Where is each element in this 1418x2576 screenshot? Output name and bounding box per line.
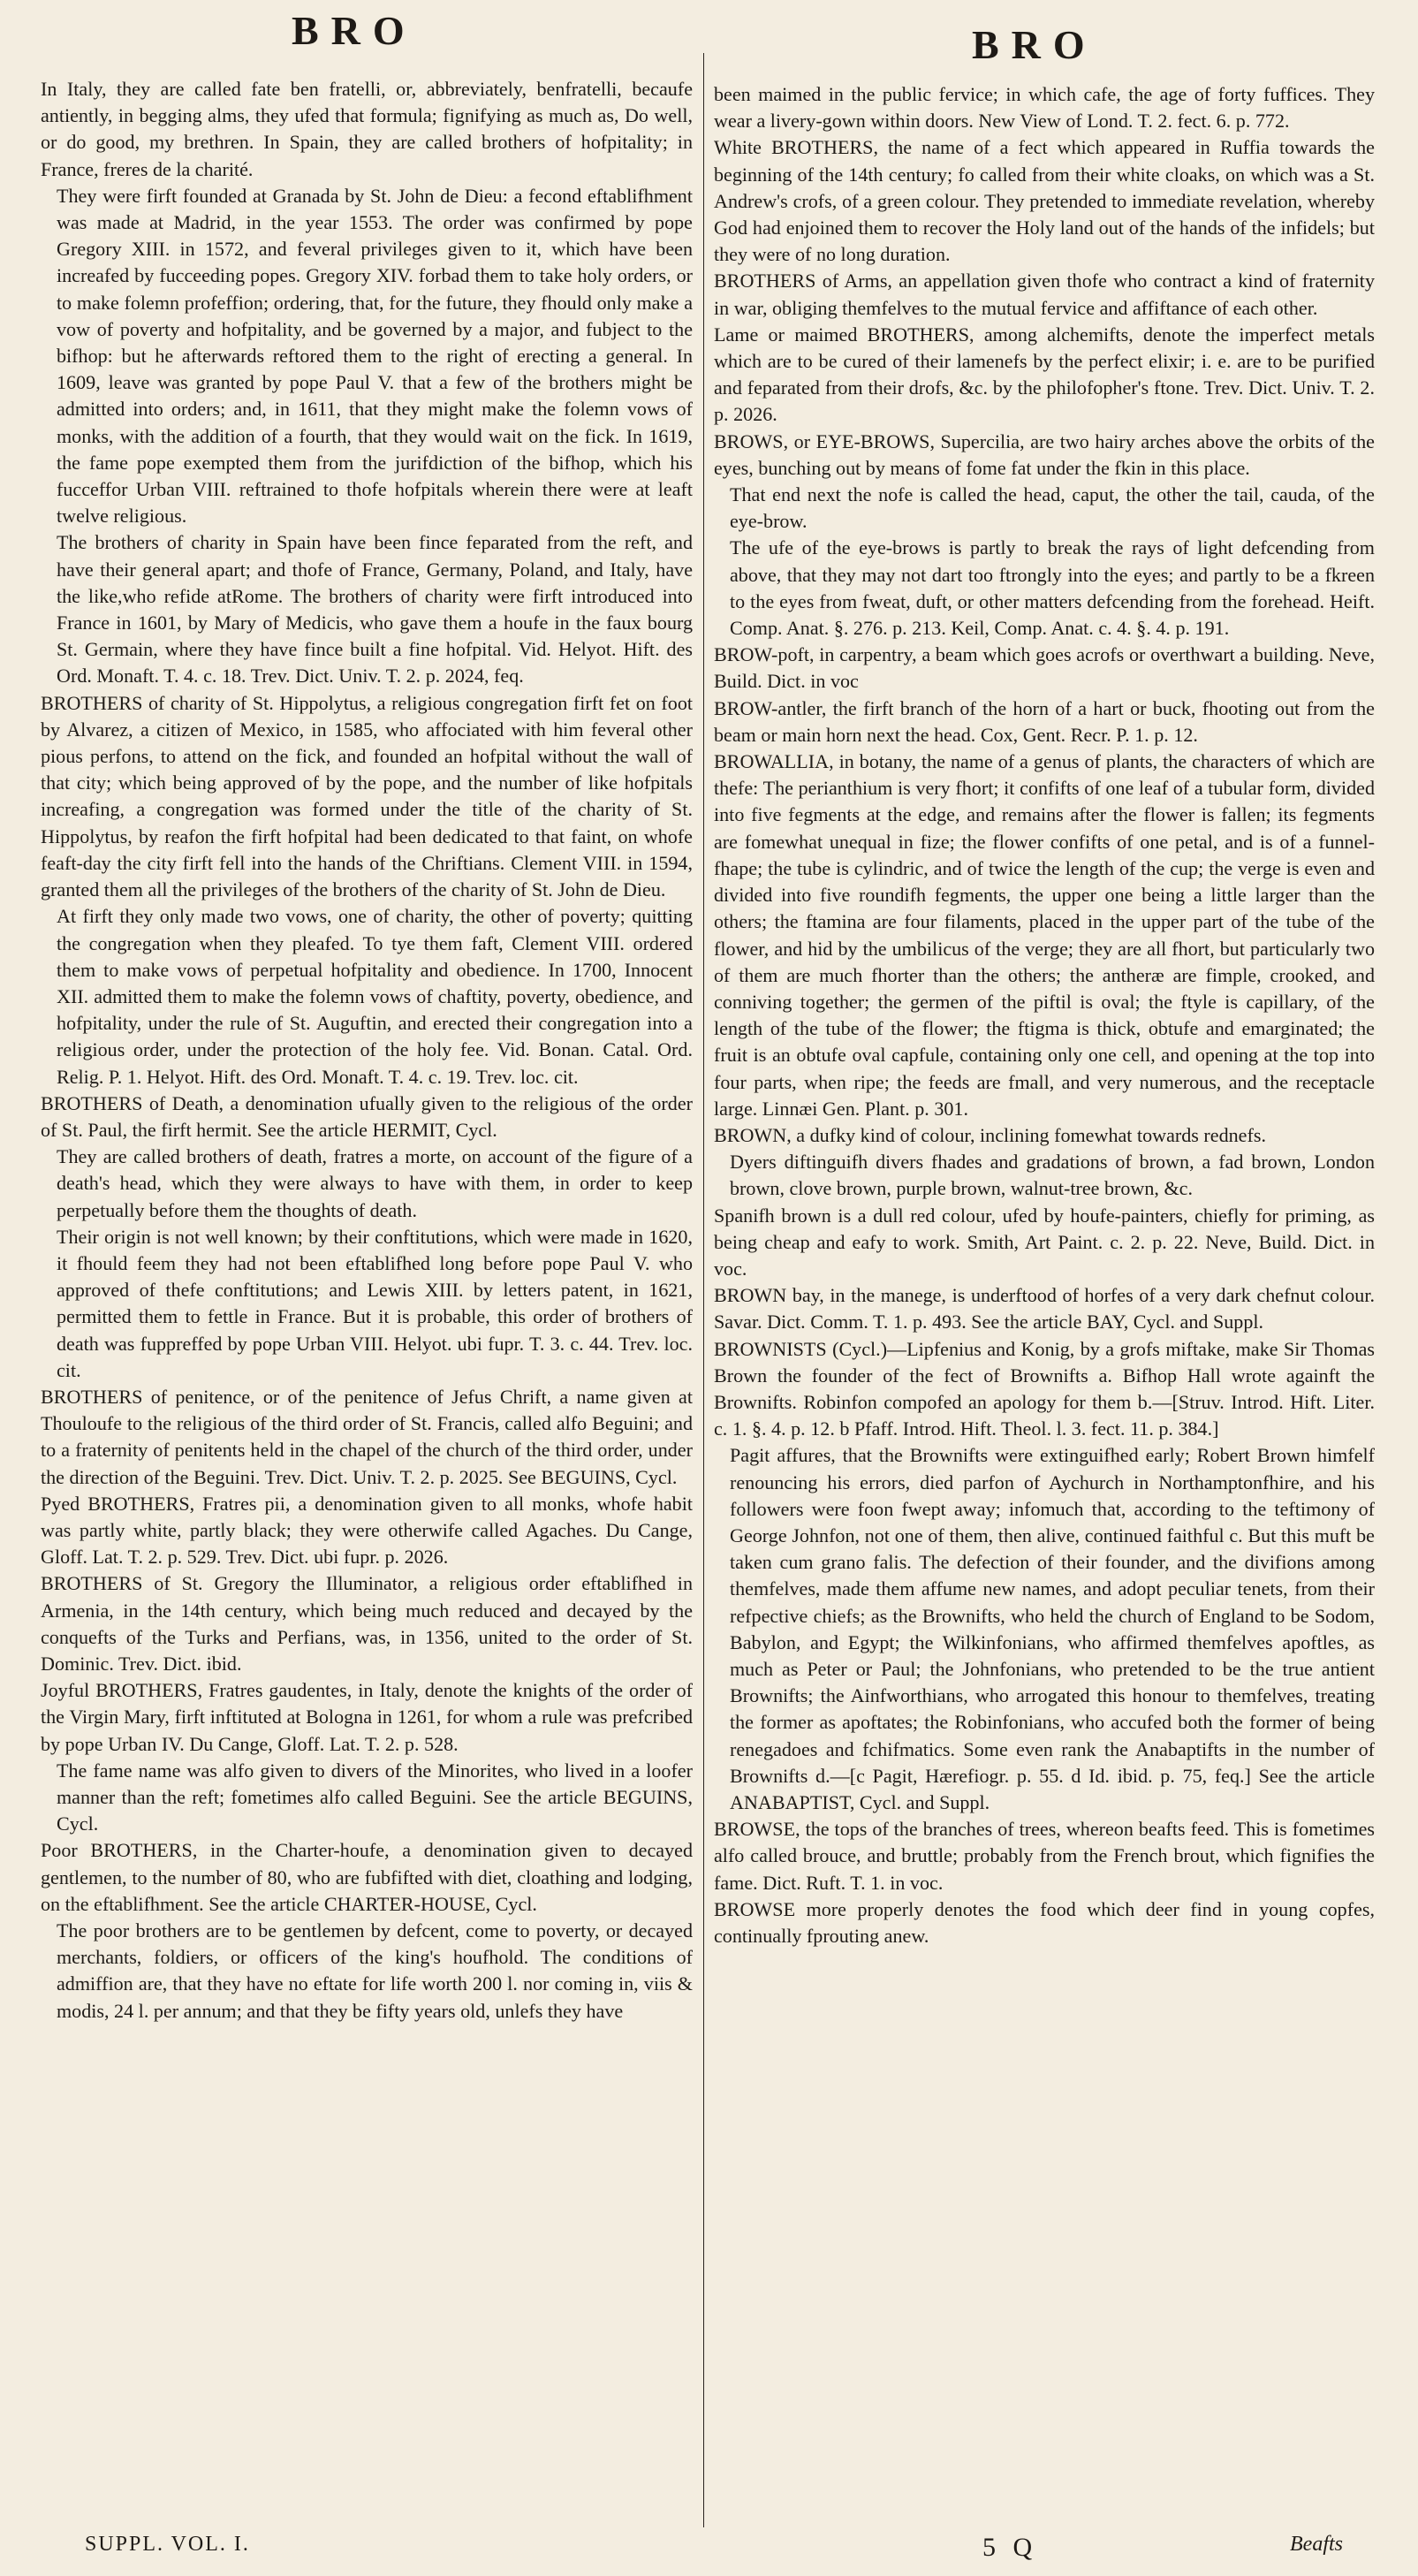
left-column xyxy=(41,76,693,2025)
entry-paragraph: BROTHERS of Arms, an appellation given thofe who contract a kind of fraternity in war, obliging themfelves to the mutual fervice and affiftance of each other. xyxy=(714,270,1375,319)
right-running-head: BRO xyxy=(972,22,1097,67)
entry-paragraph: In Italy, they are called fate ben fratelli, or, abbreviately, benfratelli, becaufe antiently, in begging alms, they ufed that formula; fignifying as much as, Do well, or do good, my brethren. In Spain, they are called brothers of hofpitality; in France, freres de la charité. xyxy=(41,78,693,180)
entry-paragraph: The brothers of charity in Spain have been fince feparated from the reft, and have their general apart; and thofe of France, Germany, Poland, and Italy, have the like,who refide atRome. The brothers of charity were firft introduced into France in 1601, by Mary of Medicis, who gave them a houfe in the faux bourg St. Germain, where they have fince built a fine hofpital. Vid. Helyot. Hift. des Ord. Monaft. T. 4. c. 18. Trev. Dict. Univ. T. 2. p. 2024, feq. xyxy=(57,531,693,688)
entry-paragraph: BROTHERS of penitence, or of the penitence of Jefus Chrift, a name given at Thouloufe to the religious of the third order of St. Francis, called alfo Beguini; and to a fraternity of penitents held in the chapel of the church of the third order, under the direction of the Beguini. Trev. Dict. Univ. T. 2. p. 2025. See BEGUINS, Cycl. xyxy=(41,1385,693,1488)
volume-signature: SUPPL. VOL. I. xyxy=(85,2533,250,2556)
entry-paragraph: Joyful BROTHERS, Fratres gaudentes, in Italy, denote the knights of the order of the Virgin Mary, firft inftituted at Bologna in 1261, for whom a rule was prefcribed by pope Urban IV. Du Cange, Gloff. Lat. T. 2. p. 528. xyxy=(41,1679,693,1755)
entry-paragraph: BROWSE more properly denotes the food which deer find in young copfes, continually fprouting anew. xyxy=(714,1897,1375,1948)
entry-paragraph: BROWNISTS (Cycl.)—Lipfenius and Konig, by a grofs miftake, make Sir Thomas Brown the founder of the fect of Brownifts a. Bifhop Hall wrote againft the Brownifts. Robinfon compofed an apology for them b.—[Struv. Introd. Hift. Liter. c. 1. §. 4. p. 12. b Pfaff. Introd. Hift. Theol. l. 3. fect. 11. p. 384.] xyxy=(714,1337,1375,1440)
entry-paragraph: BROWALLIA, in botany, the name of a genus of plants, the characters of which are thefe: The perianthium is very fhort; it confifts of one leaf of a tubular form, divided into five fegments at the edge, and remains after the flower is fallen; its fegments are fomewhat unequal in fize; the flower confifts of one petal, and is of a funnel-fhape; the tube is cylindric, and of twice the length of the cup; the verge is even and divided into five roundifh fegments, the upper one being a little larger than the others; the ftamina are four filaments, placed in the upper part of the tube of the flower, and hid by the umbilicus of the verge; they are all fhort, but particularly two of them are much fhorter than the others; the antheræ are fimple, crooked, and conniving together; the germen of the piftil is oval; the ftyle is capillary, of the length of the tube of the flower; the ftigma is thick, obtufe and emarginated; the fruit is an obtufe oval capfule, containing only one cell, and opening at the top into four parts, when ripe; the feeds are fmall, and very numerous, and the receptacle large. Linnæi Gen. Plant. p. 301. xyxy=(714,750,1375,1120)
entry-paragraph: BROTHERS of Death, a denomination ufually given to the religious of the order of St. Paul, the firft hermit. See the article HERMIT, Cycl. xyxy=(41,1091,693,1141)
page-header xyxy=(0,0,1418,67)
page-footer xyxy=(0,2533,1418,2568)
entry-paragraph: Dyers diftinguifh divers fhades and gradations of brown, a fad brown, London brown, clove brown, purple brown, walnut-tree brown, &c. xyxy=(730,1151,1375,1200)
entry-paragraph: The poor brothers are to be gentlemen by defcent, come to poverty, or decayed merchants, foldiers, or officers of the king's houfhold. The conditions of admiffion are, that they have no eftate for life worth 200 l. nor coming in, viis & modis, 24 l. per annum; and that they be fifty years old, unlefs they have xyxy=(57,1919,693,2022)
left-running-head: BRO xyxy=(292,8,417,53)
entry-paragraph: BROWN, a dufky kind of colour, inclining fomewhat towards rednefs. xyxy=(714,1123,1266,1146)
entry-paragraph: been maimed in the public fervice; in which cafe, the age of forty fuffices. They wear a livery-gown within doors. New View of Lond. T. 2. fect. 6. p. 772. xyxy=(714,83,1375,133)
entry-paragraph: BROTHERS of charity of St. Hippolytus, a religious congregation firft fet on foot by Alvarez, a citizen of Mexico, in 1585, who affociated with him feveral other pious perfons, to attend on the fick, and founded an hofpital without the wall of that city; which being approved of by the pope, and the number of like hofpitals increafing, a congregation was formed under the title of the charity of St. Hippolytus, by reafon the firft hofpital had been dedicated to that faint, on whofe feaft-day the city firft fell into the hands of the Chriftians. Clement VIII. in 1594, granted them all the privileges of the brothers of the charity of St. John de Dieu. xyxy=(41,691,693,901)
entry-paragraph: BROWS, or EYE-BROWS, Supercilia, are two hairy arches above the orbits of the eyes, bunching out by means of fome fat under the fkin in this place. xyxy=(714,429,1375,479)
entry-paragraph: BROW-antler, the firft branch of the horn of a hart or buck, fhooting out from the beam or main horn next the head. Cox, Gent. Recr. P. 1. p. 12. xyxy=(714,696,1375,746)
catchword: Beafts xyxy=(1290,2533,1343,2556)
entry-paragraph: Pagit affures, that the Brownifts were extinguifhed early; Robert Brown himfelf renouncing his errors, died parfon of Aychurch in Northamptonfhire, and his followers were foon fwept away; infomuch that, according to the teftimony of George Johnfon, not one of them, then alive, continued faithful c. But this muft be taken cum grano falis. The defection of their founder, and the divifions among themfelves, made them affume new names, and adopt peculiar tenets, from their refpective chiefs; as the Brownifts, who held the church of England to be Sodom, Babylon, and Egypt; the Wilkinfonians, who affirmed themfelves apoftles, as much as Peter or Paul; the Johnfonians, who pretended to be the true antient Brownifts; the Ainfworthians, who arrogated this honour to themfelves, treating the former as apoftates; the Robinfonians, who accufed both the former of being renegadoes and fchifmatics. Some even rank the Anabaptifts in the number of Brownifts d.—[c Pagit, Hærefiogr. p. 55. d Id. ibid. p. 75, feq.] See the article ANABAPTIST, Cycl. and Suppl. xyxy=(730,1444,1375,1813)
entry-paragraph: Poor BROTHERS, in the Charter-houfe, a denomination given to decayed gentlemen, to the number of 80, who are fubfifted with diet, cloathing and lodging, on the eftablifhment. See the article CHARTER-HOUSE, Cycl. xyxy=(41,1839,693,1915)
entry-paragraph: BROTHERS of St. Gregory the Illuminator, a religious order eftablifhed in Armenia, in the 14th century, which being much reduced and decayed by the conquefts of the Turks and Perfians, was, in 1356, united to the order of St. Dominic. Trev. Dict. ibid. xyxy=(41,1572,693,1675)
entry-paragraph: The fame name was alfo given to divers of the Minorites, who lived in a loofer manner than the reft; fometimes alfo called Beguini. See the article BEGUINS, Cycl. xyxy=(57,1759,693,1835)
entry-paragraph: BROW-poft, in carpentry, a beam which goes acrofs or overthwart a building. Neve, Build. Dict. in voc xyxy=(714,643,1375,693)
entry-paragraph: Lame or maimed BROTHERS, among alchemifts, denote the imperfect metals which are to be cured of their lamenefs by the perfect elixir; i. e. are to be purified and feparated from their drofs, &c. by the philofopher's ftone. Trev. Dict. Univ. T. 2. p. 2026. xyxy=(714,323,1375,426)
entry-paragraph: White BROTHERS, the name of a fect which appeared in Ruffia towards the beginning of the 14th century; fo called from their white cloaks, on which was a St. Andrew's crofs, of a green colour. They pretended to immediate revelation, whereby God had enjoined them to recover the Holy land out of the hands of the infidels; but they were of no long duration. xyxy=(714,136,1375,266)
right-column xyxy=(714,81,1375,1949)
entry-paragraph: BROWSE, the tops of the branches of trees, whereon beafts feed. This is fometimes alfo called brouce, and bruttle; probably from the French brout, which fignifies the fame. Dict. Ruft. T. 1. in voc. xyxy=(714,1818,1375,1894)
entry-paragraph: BROWN bay, in the manege, is underftood of horfes of a very dark chefnut colour. Savar. Dict. Comm. T. 1. p. 493. See the article BAY, Cycl. and Suppl. xyxy=(714,1284,1375,1334)
entry-paragraph: Spanifh brown is a dull red colour, ufed by houfe-painters, chiefly for priming, as being cheap and eafy to work. Smith, Art Paint. c. 2. p. 22. Neve, Build. Dict. in voc. xyxy=(714,1204,1375,1280)
entry-paragraph: Pyed BROTHERS, Fratres pii, a denomination given to all monks, whofe habit was partly white, partly black; they were otherwife called Agaches. Du Cange, Gloff. Lat. T. 2. p. 529. Trev. Dict. ubi fupr. p. 2026. xyxy=(41,1492,693,1569)
entry-paragraph: They are called brothers of death, fratres a morte, on account of the figure of a death's head, which they were always to have with them, in order to keep perpetually before them the thoughts of death. xyxy=(57,1145,693,1221)
entry-paragraph: Their origin is not well known; by their conftitutions, which were made in 1620, it fhould feem they had not been eftablifhed long before pope Paul V. who approved of thefe conftitutions; and Lewis XIII. by letters patent, in 1621, permitted them to fettle in France. But it is probable, this order of brothers of death was fuppreffed by pope Urban VIII. Helyot. ubi fupr. T. 3. c. 44. Trev. loc. cit. xyxy=(57,1225,693,1381)
entry-paragraph: That end next the nofe is called the head, caput, the other the tail, cauda, of the eye-brow. xyxy=(730,483,1375,533)
entry-paragraph: At firft they only made two vows, one of charity, the other of poverty; quitting the congregation when they pleafed. To tye them faft, Clement VIII. ordered them to make vows of perpetual hofpitality and obedience. In 1700, Innocent XII. admitted them to make the folemn vows of chaftity, poverty, obedience, and hofpitality, under the rule of St. Auguftin, and erected their congregation into a religious order, under the protection of the holy fee. Vid. Bonan. Catal. Ord. Relig. P. 1. Helyot. Hift. des Ord. Monaft. T. 4. c. 19. Trev. loc. cit. xyxy=(57,905,693,1088)
column-divider xyxy=(703,53,704,2527)
gathering-signature: 5 Q xyxy=(982,2533,1038,2562)
entry-paragraph: The ufe of the eye-brows is partly to break the rays of light defcending from above, that they may not dart too ftrongly into the eyes; and partly to be a fkreen to the eyes from fweat, duft, or other matters defcending from the forehead. Heift. Comp. Anat. §. 276. p. 213. Keil, Comp. Anat. c. 4. §. 4. p. 191. xyxy=(730,536,1375,640)
entry-paragraph: They were firft founded at Granada by St. John de Dieu: a fecond eftablifhment was made at Madrid, in the year 1553. The order was confirmed by pope Gregory XIII. in 1572, and feveral privileges given to it, which have been increafed by fucceeding popes. Gregory XIV. forbad them to take holy orders, or to make folemn profeffion; ordering, that, for the future, they fhould only make a vow of poverty and hofpitality, and be governed by a major, and fubject to the bifhop: but he afterwards reftored them to the right of erecting a general. In 1609, leave was granted by pope Paul V. that a few of the brothers might be admitted into orders; and, in 1611, that they might make the folemn vows of monks, with the addition of a fourth, that they would wait on the fick. In 1619, the fame pope exempted them from the jurifdiction of the bifhop, which his fucceffor Urban VIII. reftrained to thofe hofpitals wherein there were at leaft twelve religious. xyxy=(57,184,693,528)
